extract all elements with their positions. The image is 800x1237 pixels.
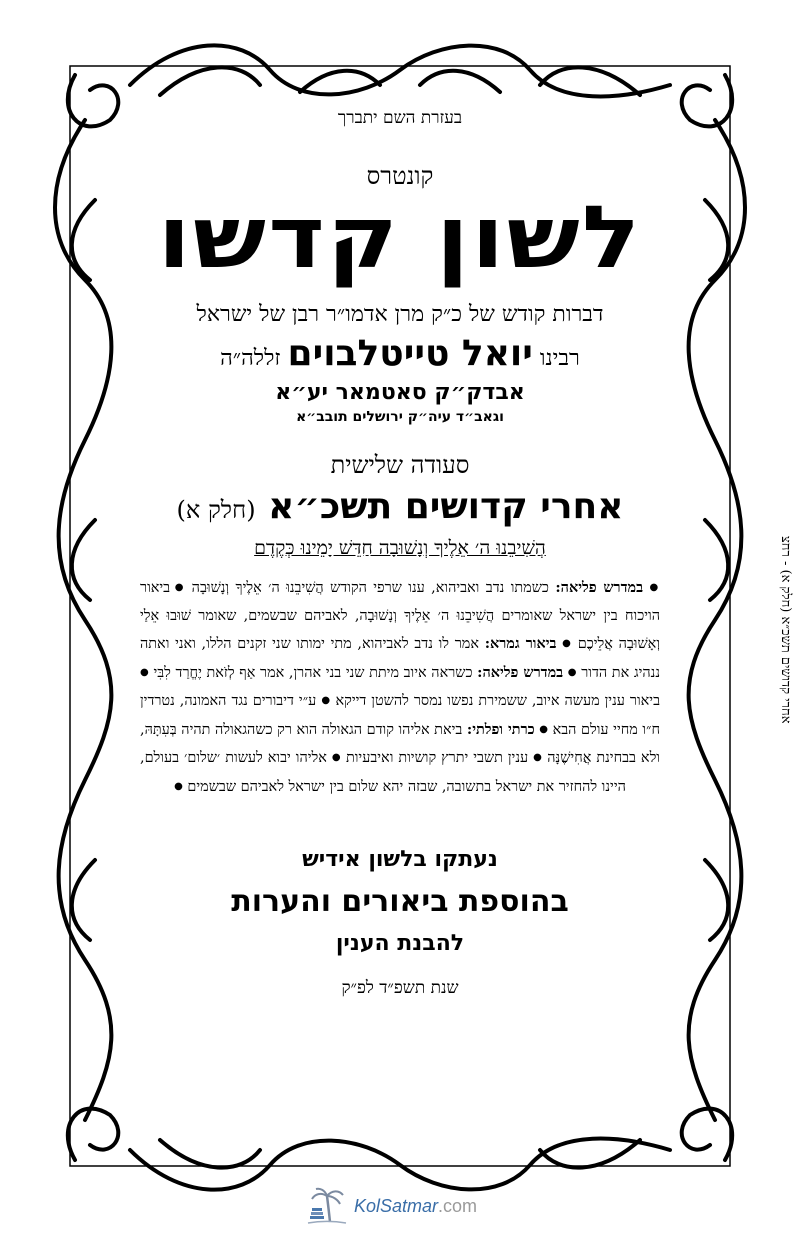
topic-text: ענין תשבי יתרץ קושיות ואיבעיות [345, 750, 529, 767]
topic-label: במדרש פליאה: [555, 579, 644, 597]
bullet: ● [533, 752, 543, 764]
logo-suffix: .com [438, 1195, 478, 1216]
zlh-label: זללה״ה [220, 346, 281, 371]
bullet: ● [567, 666, 577, 678]
logo-text: KolSatmar [354, 1195, 439, 1216]
topic-text: כשראה איוב מיתת שני בני אהרן, אמר אַף לְזֹאת יֶחֱרַד לִבִּי [153, 664, 473, 681]
translated-line: נעתקו בלשון אידיש [302, 847, 498, 873]
topic-text: ביאור הויכוח בין ישראל שאומרים הֲשִׁיבֵנוּ ה׳ אֵלֶיךָ וְנָשׁוּבָה, לאביהם שבשמים, שאומר שׁוּבוּ אֵלַי וְאָשׁוּבָה אֲלֵיכֶם [140, 580, 660, 653]
parsha-heading [150, 486, 650, 527]
bullet: ● [174, 582, 186, 594]
rebbe-name: יואל טייטלבוים [287, 333, 533, 374]
kolsatmar-logo[interactable] [306, 1186, 477, 1226]
topic-label: כרתי ופלתי: [466, 720, 535, 738]
bullet: ● [539, 723, 549, 735]
topic-label: ביאור גמרא: [484, 635, 557, 653]
parsha-name: אחרי קדושים תשכ״א [268, 486, 624, 527]
title-page-content [140, 108, 661, 999]
topic-text: אמר לו נדב לאביהוא, מתי ימותו שני זקנים הללו, ואני ואתה ננהיג את הדור [140, 636, 661, 681]
spine-text: אחרי קדושים תשכ״א (חלק א) - רחצ [778, 536, 793, 724]
avdak-line: אבדק״ק סאטמאר יע״א [275, 380, 525, 405]
topic-text: ע״י דיבורים נגד האמונה, נטרדין ח״ו מחיי עולם הבא [140, 693, 661, 738]
book-title: לשון קדשו [157, 188, 643, 288]
bullet: ● [562, 638, 573, 650]
topic-text: ביאת אליהו קודם הגאולה הוא רק כשהגאולה תהיה בְּעִתָּהּ, ולא בבחינת אֲחִישֶׁנָּה [140, 721, 660, 767]
bullet: ● [331, 752, 341, 764]
additions-line: בהוספת ביאורים והערות [231, 884, 569, 920]
year-line: שנת תשפ״ד לפ״ק [341, 978, 459, 999]
veav-line: וגאב״ד עיה״ק ירושלים תובב״א [296, 409, 504, 425]
words-of-holiness-line: דברות קודש של כ״ק מרן אדמו״ר רבן של ישראל [196, 302, 604, 327]
topic-text: אליהו יבוא לעשות ׳שלום׳ בעולם, היינו להחזיר את ישראל בתשובה, שבזה יהא שלום בין ישראל לאביהם שבשמים [140, 750, 626, 795]
seuda-shlishit-label: סעודה שלישית [330, 451, 470, 479]
part-label: (חלק א) [176, 496, 256, 524]
blessing-heading: בעזרת השם יתברך [337, 108, 463, 128]
kuntres-label: קונטרס [366, 162, 434, 190]
topic-text: ביאור ענין מעשה איוב, ששמירת נפשו נמסר להשטן דייקא [335, 693, 660, 710]
bullet: ● [321, 695, 331, 707]
topic-label: במדרש פליאה: [477, 663, 564, 681]
rabbeinu-label: רבינו [539, 346, 580, 371]
understanding-line: להבנת הענין [335, 931, 465, 957]
topic-text: כשמתו נדב ואביהוא, ענו שרפי הקודש הֲשִׁיבֵנוּ ה׳ אֵלֶיךָ וְנָשׁוּבָה [191, 580, 549, 597]
bullet: ● [140, 666, 149, 678]
rebbe-name-row [150, 333, 650, 374]
bullet: ● [649, 582, 660, 594]
bullet: ● [174, 780, 183, 792]
palm-tree-books-icon [306, 1186, 348, 1226]
verse-line: הֲשִׁיבֵנוּ ה׳ אֵלֶיךָ וְנָשׁוּבָה חַדֵּשׁ יָמֵינוּ כְּקֶדֶם [254, 537, 546, 559]
topics-summary [140, 574, 660, 801]
